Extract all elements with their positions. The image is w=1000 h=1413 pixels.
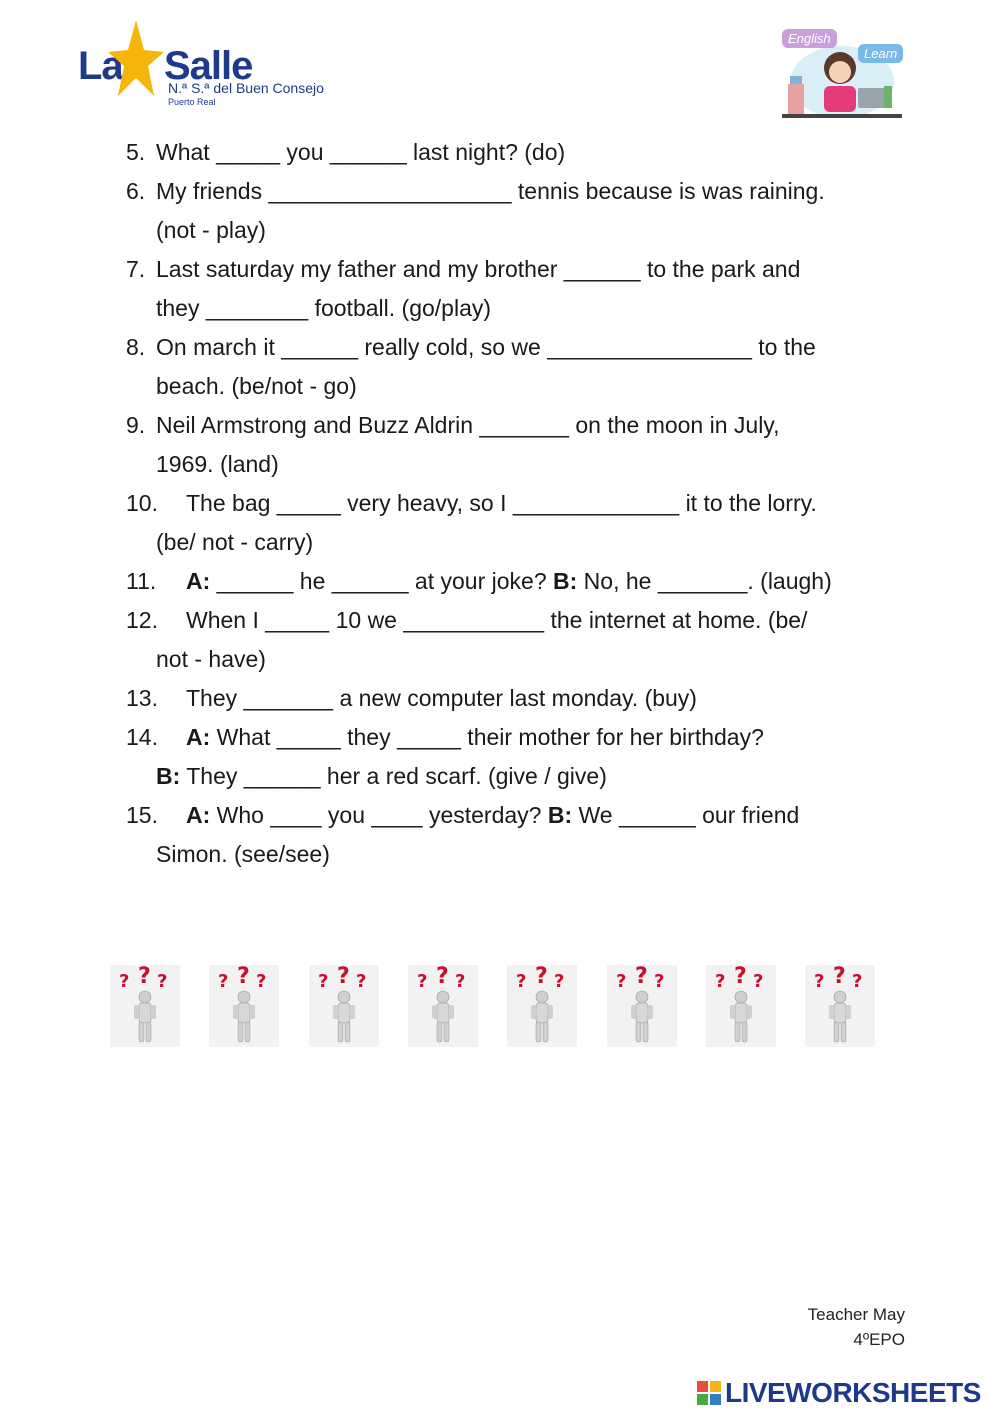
- question-person-icon: [706, 965, 776, 1047]
- svg-text:?: ?: [616, 971, 627, 992]
- item-text-a: Who ____ you ____ yesterday?: [210, 802, 548, 828]
- teacher-name: Teacher May: [807, 1305, 905, 1324]
- exercise-item-6: [126, 172, 926, 250]
- svg-text:?: ?: [654, 971, 665, 992]
- svg-text:?: ?: [535, 965, 548, 989]
- question-person-icon: [309, 965, 379, 1047]
- item-text: What _____ you ______ last night? (do): [156, 139, 566, 165]
- item-number: 11.: [126, 568, 157, 594]
- item-text: [186, 718, 926, 757]
- question-person-icon: [607, 965, 677, 1047]
- svg-text:?: ?: [852, 971, 863, 992]
- svg-text:?: ?: [516, 971, 527, 992]
- svg-text:?: ?: [318, 971, 329, 992]
- item-number: 13.: [126, 685, 158, 711]
- item-text-continued: not - have): [156, 646, 266, 672]
- speaker-a-label: A:: [186, 802, 211, 828]
- item-text: When I _____ 10 we ___________ the internet at home. (be/: [186, 607, 808, 633]
- item-text-continued: beach. (be/not - go): [156, 373, 357, 399]
- learn-bubble: Learn: [858, 44, 903, 63]
- item-number: 8.: [126, 334, 146, 360]
- item-text-continued: 1969. (land): [156, 451, 279, 477]
- question-person-icon: [209, 965, 279, 1047]
- speaker-a-label: A:: [186, 724, 211, 750]
- logo-subtitle: N.ª S.ª del Buen Consejo: [168, 80, 324, 96]
- item-text-continued: (be/ not - carry): [156, 529, 314, 555]
- item-number: 5.: [126, 139, 146, 165]
- svg-text:?: ?: [237, 965, 250, 989]
- svg-text:?: ?: [337, 965, 350, 989]
- exercise-list: [126, 133, 926, 874]
- item-number: 9.: [126, 412, 146, 438]
- item-text-continued: they ________ football. (go/play): [156, 295, 492, 321]
- logo-location: Puerto Real: [168, 97, 216, 107]
- item-text: [186, 796, 926, 835]
- svg-text:?: ?: [814, 971, 825, 992]
- question-person-icon: [507, 965, 577, 1047]
- exercise-item-5: [126, 133, 926, 172]
- svg-text:?: ?: [833, 965, 846, 989]
- brand-text: LIVEWORKSHEETS: [725, 1377, 981, 1408]
- svg-text:?: ?: [436, 965, 449, 989]
- teacher-illustration: [780, 26, 906, 122]
- item-text-a: ______ he ______ at your joke?: [210, 568, 554, 594]
- svg-text:?: ?: [753, 971, 764, 992]
- item-number: 12.: [126, 607, 158, 633]
- svg-text:?: ?: [734, 965, 747, 989]
- star-icon: [106, 18, 166, 98]
- logo-word-left: La: [78, 44, 123, 88]
- logo-word-right: Salle: [164, 44, 253, 88]
- svg-text:?: ?: [455, 971, 466, 992]
- svg-text:?: ?: [356, 971, 367, 992]
- speaker-b-label: B:: [547, 802, 573, 828]
- svg-text:?: ?: [417, 971, 428, 992]
- item-number: 6.: [126, 178, 146, 204]
- svg-text:?: ?: [119, 971, 130, 992]
- item-text: They _______ a new computer last monday. (buy): [186, 685, 697, 711]
- question-person-icon: [805, 965, 875, 1047]
- item-text: The bag _____ very heavy, so I _____________ it to the lorry.: [186, 490, 817, 516]
- item-text-b: They ______ her a red scarf. (give / give): [180, 763, 607, 789]
- liveworksheets-brand: [697, 1377, 997, 1411]
- question-figures-row: [110, 965, 880, 1049]
- exercise-item-9: [126, 406, 926, 484]
- svg-text:?: ?: [138, 965, 151, 989]
- item-text: On march it ______ really cold, so we ________________ to the: [156, 334, 816, 360]
- svg-text:?: ?: [157, 971, 168, 992]
- item-number: 14.: [126, 724, 158, 750]
- item-text-continued: Simon. (see/see): [156, 841, 330, 867]
- exercise-item-13: [126, 679, 926, 718]
- svg-text:?: ?: [715, 971, 726, 992]
- exercise-item-8: [126, 328, 926, 406]
- exercise-item-10: [126, 484, 926, 562]
- item-text-a: What _____ they _____ their mother for her birthday?: [210, 724, 764, 750]
- exercise-item-15: [126, 796, 926, 874]
- speaker-b-label: B:: [553, 568, 578, 594]
- svg-text:?: ?: [256, 971, 267, 992]
- english-bubble: English: [782, 29, 837, 48]
- item-text-b: No, he _______. (laugh): [577, 568, 832, 594]
- la-salle-logo: [78, 18, 348, 113]
- exercise-item-11: [126, 562, 926, 601]
- item-number: 15.: [126, 802, 158, 828]
- item-text: Neil Armstrong and Buzz Aldrin _______ on the moon in July,: [156, 412, 780, 438]
- speaker-b-label: B:: [156, 763, 181, 789]
- item-text-b: We ______ our friend: [572, 802, 800, 828]
- question-person-icon: [110, 965, 180, 1047]
- liveworksheets-icon: [697, 1381, 721, 1405]
- item-text-continued: (not - play): [156, 217, 266, 243]
- speaker-a-label: A:: [186, 568, 211, 594]
- svg-text:?: ?: [218, 971, 229, 992]
- exercise-item-7: [126, 250, 926, 328]
- svg-text:?: ?: [635, 965, 648, 989]
- teacher-credit: [808, 1302, 905, 1352]
- exercise-item-12: [126, 601, 926, 679]
- item-text: [186, 562, 926, 601]
- grade-label: 4ºEPO: [853, 1330, 905, 1349]
- question-person-icon: [408, 965, 478, 1047]
- svg-text:?: ?: [554, 971, 565, 992]
- item-number: 7.: [126, 256, 146, 282]
- item-number: 10.: [126, 490, 158, 516]
- exercise-item-14: [126, 718, 926, 796]
- item-text: Last saturday my father and my brother ______ to the park and: [156, 256, 801, 282]
- item-text: My friends ___________________ tennis because is was raining.: [156, 178, 825, 204]
- item-text-continued: [156, 757, 926, 796]
